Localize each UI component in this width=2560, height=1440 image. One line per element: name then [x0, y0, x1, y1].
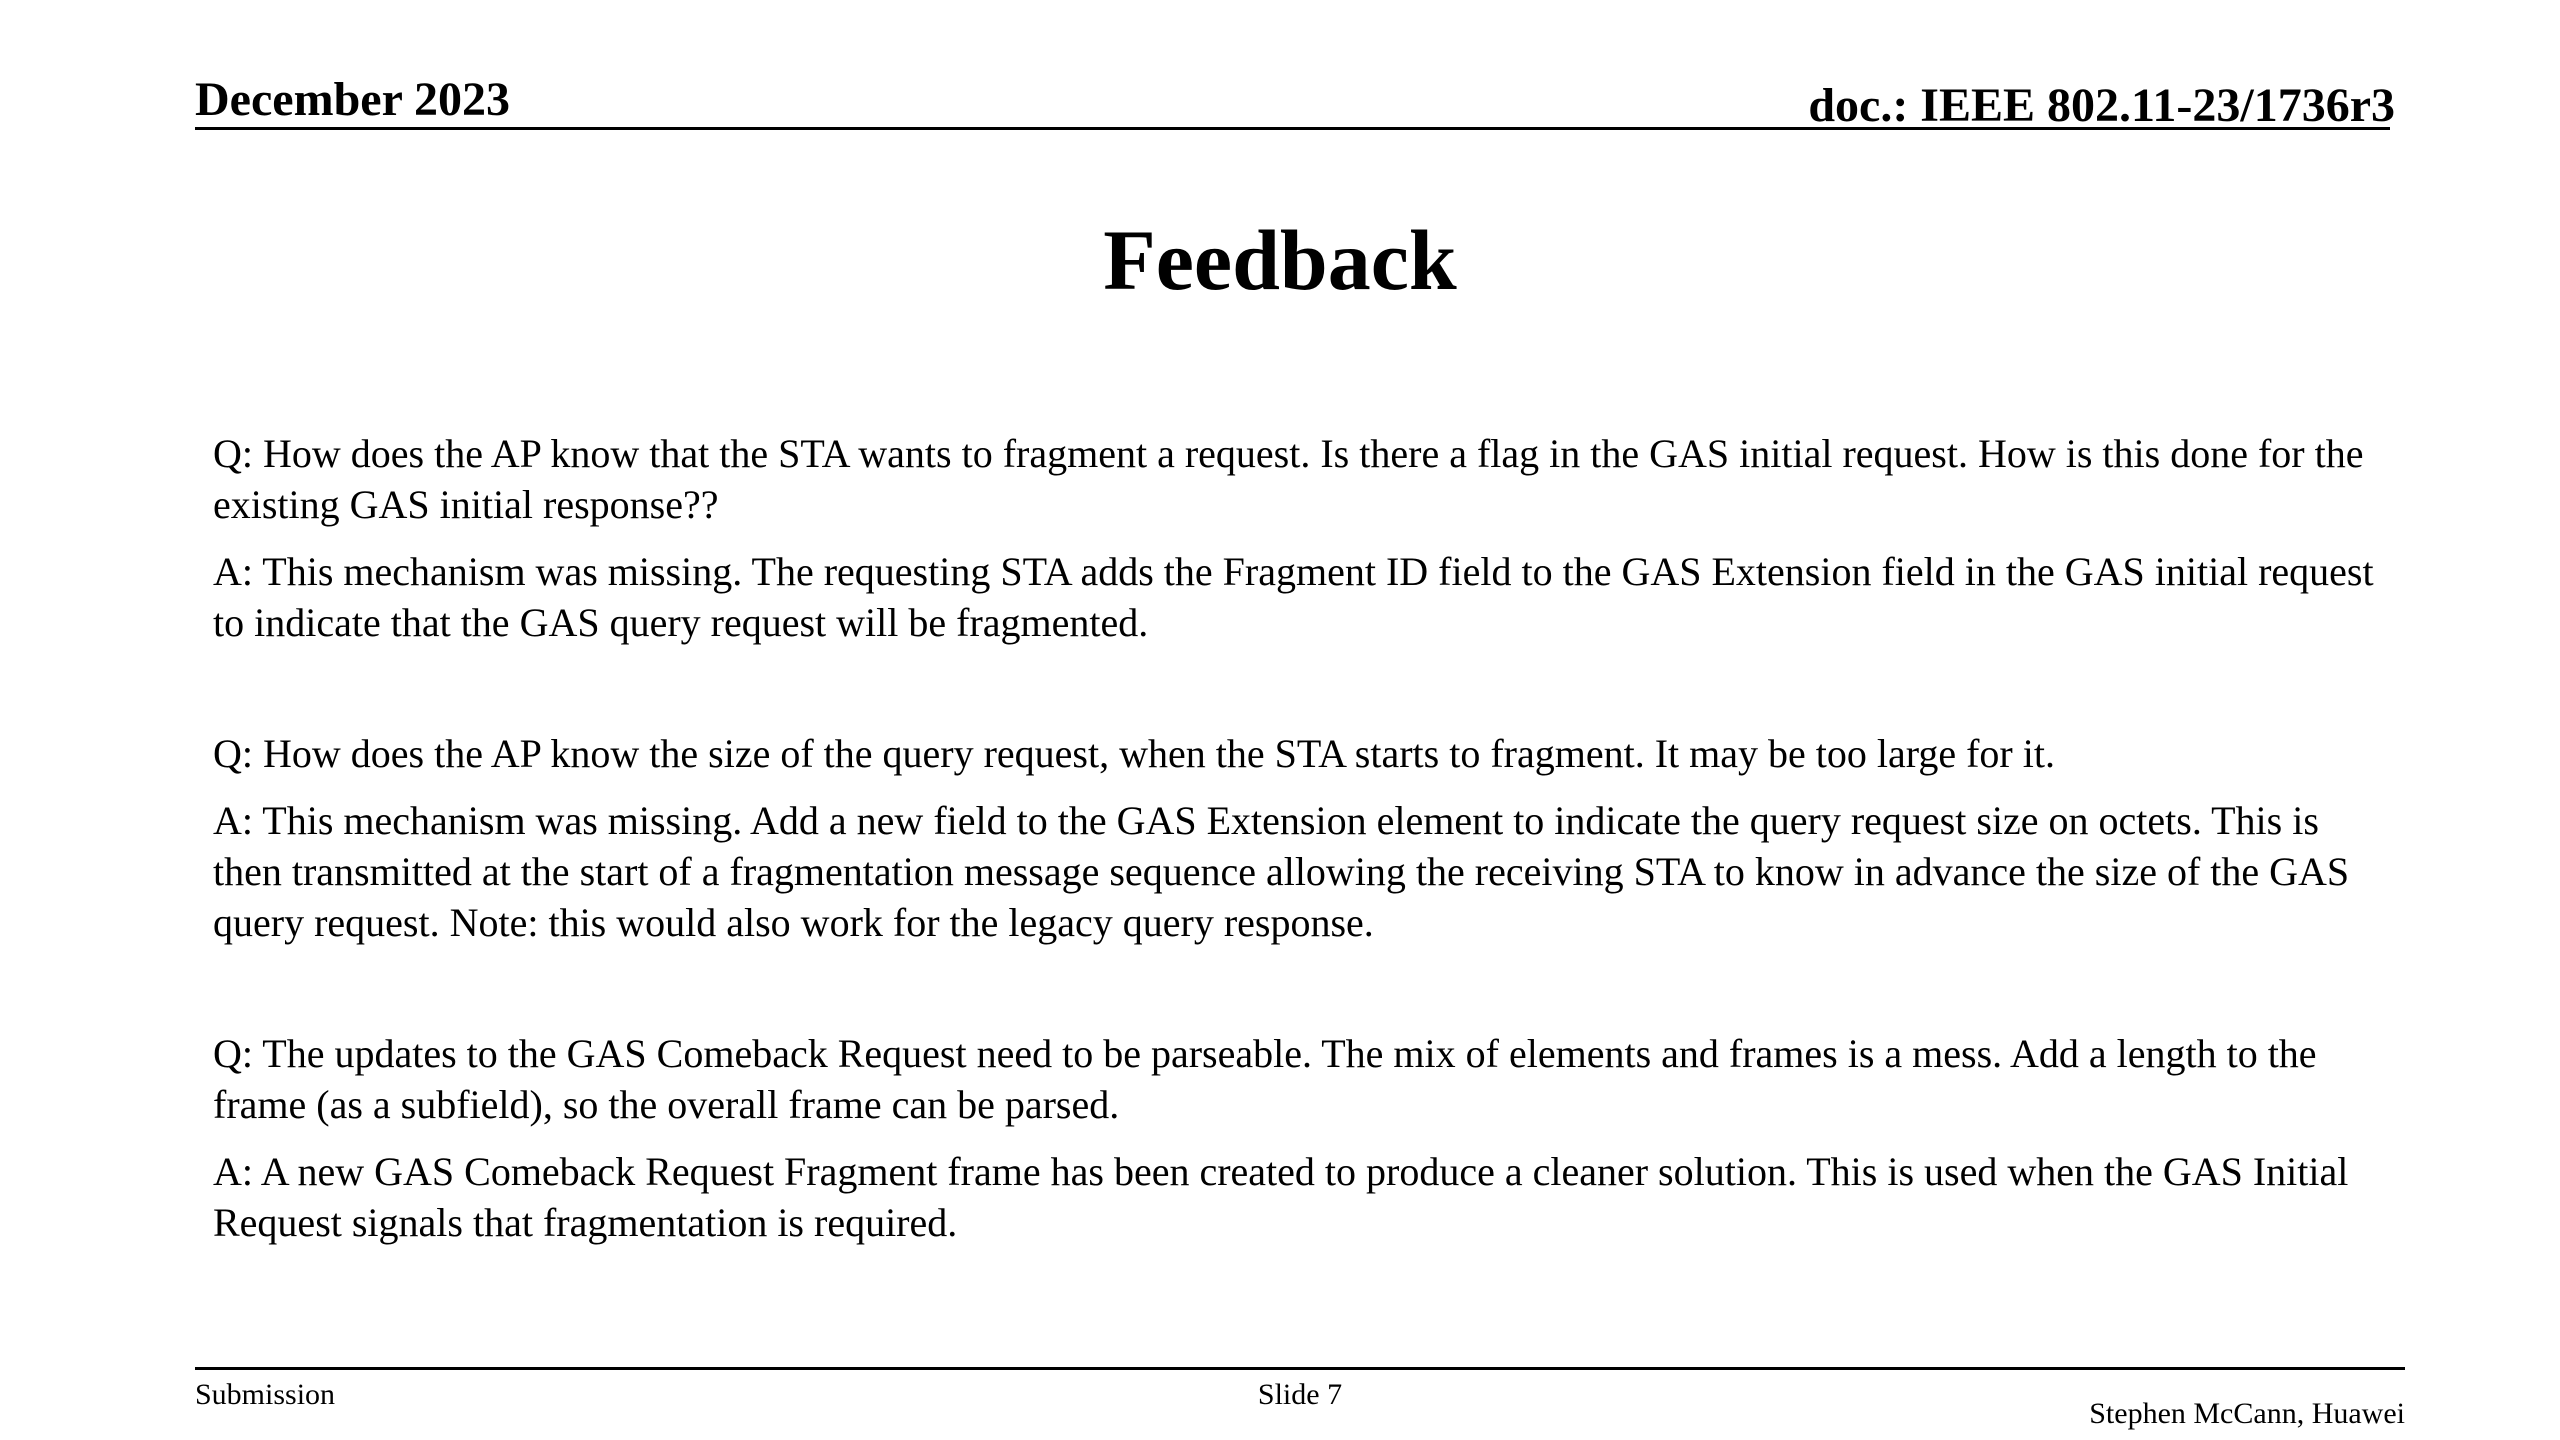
header-doc-id: doc.: IEEE 802.11-23/1736r3: [1808, 79, 2395, 132]
header-divider: [195, 127, 2390, 130]
answer-3: A: A new GAS Comeback Request Fragment frame has been created to produce a cleaner solution. This is used when the GAS Initial Request signals that fragmentation is required.: [213, 1149, 2349, 1245]
answer-2: A: This mechanism was missing. Add a new field to the GAS Extension element to indicate the query request size on octets. This is then transmitted at the start of a fragmentation message sequence allowing the receiving STA to know in advance the size of the GAS query request. Note: this would also work for the legacy query response.: [213, 798, 2350, 945]
header-date: December 2023: [195, 73, 510, 126]
question-1: Q: How does the AP know that the STA wants to fragment a request. Is there a flag in the GAS initial request. How is this done for the existing GAS initial response??: [213, 431, 2364, 527]
answer-1: A: This mechanism was missing. The requesting STA adds the Fragment ID field to the GAS Extension field in the GAS initial request to indicate that the GAS query request will be fragmented.: [213, 549, 2374, 645]
qa-block-3: [213, 1028, 2393, 1248]
footer-author: Stephen McCann, Huawei: [2089, 1397, 2405, 1430]
footer-divider: [195, 1367, 2405, 1370]
footer-slide-number: Slide 7: [1257, 1378, 1343, 1411]
qa-block-1: [213, 428, 2393, 648]
footer-submission: Submission: [195, 1378, 336, 1411]
question-3: Q: The updates to the GAS Comeback Request need to be parseable. The mix of elements and frames is a mess. Add a length to the frame (as a subfield), so the overall frame can be parsed.: [213, 1031, 2317, 1127]
question-2: Q: How does the AP know the size of the query request, when the STA starts to fragment. It may be too large for it.: [213, 731, 2055, 776]
qa-block-2: [213, 728, 2393, 948]
slide-title: Feedback: [1103, 212, 1457, 308]
slide-body: [213, 428, 2393, 1328]
